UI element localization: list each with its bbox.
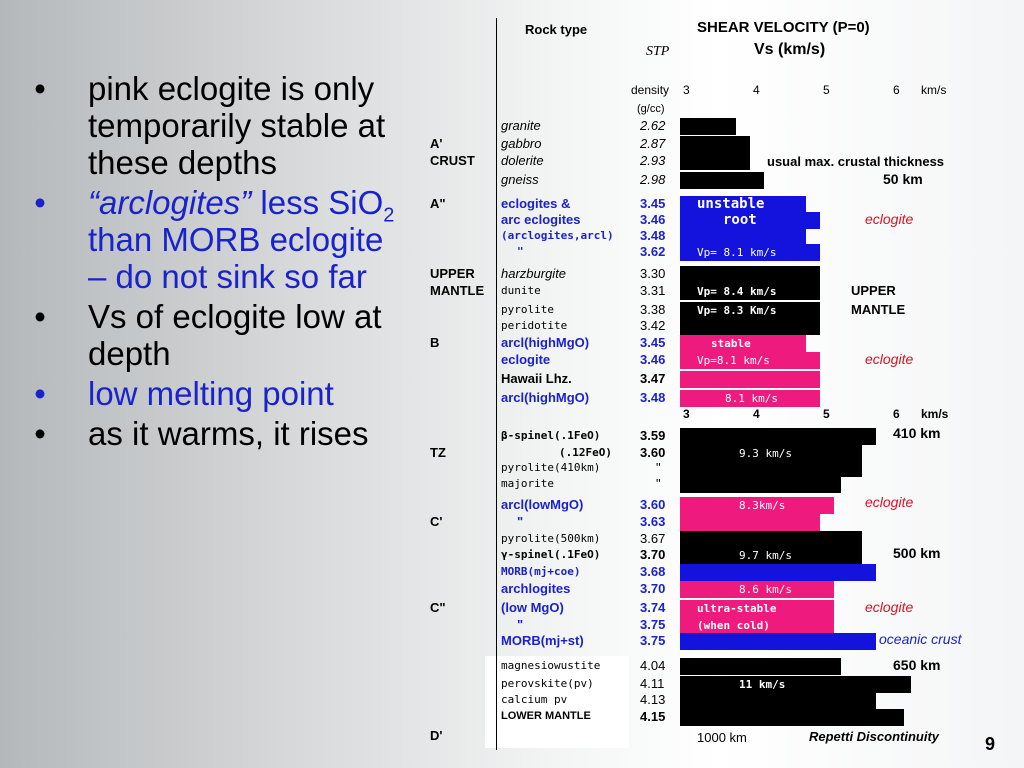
vs-bar [680,428,876,445]
bar-label: Vp= 8.4 km/s [697,285,777,298]
depth-650km: 650 km [893,657,941,673]
bar-label: unstable [697,196,765,212]
density-value: 3.30 [640,266,666,281]
density-value: 3.68 [640,564,666,579]
density-value: 3.63 [640,514,666,529]
rock-name: peridotite [501,319,568,332]
rock-name: γ-spinel(.1FeO) [501,548,601,561]
density-value: 4.04 [640,658,666,673]
rock-name: MORB(mj+st) [501,633,584,648]
density-value: 3.48 [640,390,666,405]
density-value: " [656,476,661,491]
bullet-4: • low melting point [34,375,334,412]
arclogites-quote: “arclogites” [88,184,252,221]
density-value: 3.62 [640,244,666,259]
row-group-label: A" [430,196,446,211]
axis-unit: km/s [921,83,947,97]
density-value: 4.13 [640,692,666,707]
row-group-label: UPPER [430,266,475,281]
stp-label: STP [646,44,670,59]
vs-bar [680,371,820,388]
rock-name: " [517,245,524,258]
rock-type-header: Rock type [525,22,588,37]
vs-bar [680,318,820,335]
vs-bar [680,153,750,170]
vs-bar [680,266,820,283]
density-value: 3.47 [640,371,666,386]
rock-name: eclogites & [501,196,571,211]
eclogite-note-2: eclogite [865,351,914,367]
tick-label-5: 5 [823,83,830,97]
rock-name: MORB(mj+coe) [501,565,581,578]
vs-bar [680,228,806,245]
rock-name: harzburgite [501,266,567,281]
rock-name: dolerite [501,153,544,168]
density-value: 2.93 [640,153,666,168]
bullet-5: • as it warms, it rises [34,415,369,452]
depth-500km: 500 km [893,545,941,561]
tick-label-4: 4 [753,83,760,97]
row-group-label: CRUST [430,153,475,168]
rock-name: calcium pv [501,693,568,706]
chart-subtitle: Vs (km/s) [754,41,826,58]
density-value: 3.46 [640,352,666,367]
bar-label: Vp=8.1 km/s [697,354,770,367]
rock-name: gneiss [501,172,539,187]
density-value: 3.45 [640,335,666,350]
rock-name: arc eclogites [501,212,581,227]
bar-label: Vp= 8.3 Km/s [697,304,777,317]
depth-50km: 50 km [883,171,923,187]
bar-label: ultra-stable [697,602,777,615]
density-value: 3.59 [640,428,666,443]
vs-bar [680,172,764,189]
bar-label: 8.1 km/s [725,392,778,405]
row-group-label: C" [430,600,446,615]
tick-label-3: 3 [683,83,690,97]
tick-label-6: 6 [893,83,900,97]
vs-bar [680,118,736,135]
rock-name: arcl(lowMgO) [501,497,584,512]
rock-name: " [517,514,524,529]
density-value: 2.98 [640,172,666,187]
rock-name: gabbro [501,136,542,151]
row-group-label: A' [430,136,443,151]
rock-name: (low MgO) [501,600,564,615]
vs-bar [680,676,911,693]
row-group-label: B [430,335,440,350]
rock-name: perovskite(pv) [501,677,594,690]
rock-name: Hawaii Lhz. [501,371,572,386]
bar-label: root [723,212,757,228]
bar-label: 8.6 km/s [739,583,792,596]
density-value: 3.48 [640,228,666,243]
rock-name: archlogites [501,581,571,596]
rock-name: β-spinel(.1FeO) [501,429,601,442]
density-value: 3.31 [640,283,666,298]
bar-label: 8.3km/s [739,499,786,512]
depth-410km: 410 km [893,425,941,441]
mid-tick-label-4: 4 [753,407,760,421]
rock-name: arcl(highMgO) [501,390,590,405]
chart-title: SHEAR VELOCITY (P=0) [697,19,870,36]
density-value: 4.15 [640,709,666,724]
vs-bar [680,531,862,548]
rock-name: eclogite [501,352,551,367]
upper-mantle-note-mantle: MANTLE [851,302,906,317]
mid-tick-label-3: 3 [683,407,690,421]
vs-bar [680,136,750,153]
vs-bar [680,564,876,581]
upper-mantle-note-upper: UPPER [851,283,896,298]
rock-name: pyrolite [501,303,554,316]
density-value: 3.74 [640,600,666,615]
repetti-discontinuity: Repetti Discontinuity [809,729,940,744]
bullet-1: • pink eclogite is only temporarily stable at these depths [34,70,386,181]
mid-tick-label-6: 6 [893,407,900,421]
bar-label: 9.3 km/s [739,447,792,460]
vs-bar [680,658,841,675]
vs-bar [680,476,841,493]
row-group-label: MANTLE [430,283,485,298]
vs-bar [680,692,876,709]
bullet-3: • Vs of eclogite low at depth [34,298,382,372]
density-value: 3.38 [640,302,666,317]
bar-label: 9.7 km/s [739,549,792,562]
rock-name: pyrolite(500km) [501,532,601,545]
row-group-label: TZ [430,445,446,460]
density-value: 3.70 [640,581,666,596]
bar-label: (when cold) [697,619,770,632]
mid-tick-label-5: 5 [823,407,830,421]
eclogite-note-3: eclogite [865,494,914,510]
row-group-label: D' [430,728,443,743]
density-header: density [631,83,670,97]
rock-name: granite [501,118,541,133]
density-value: 3.67 [640,531,666,546]
rock-name: " [517,617,524,632]
rock-name: majorite [501,477,554,490]
eclogite-note-1: eclogite [865,211,914,227]
rock-name: (.12FeO) [559,446,612,459]
density-value: 3.60 [640,445,666,460]
table-divider [496,18,497,750]
density-value: 3.42 [640,318,666,333]
bullet-list [30,70,410,455]
bullet-2: • “arclogites” less SiO$_2$ than MORB eclogite – do not sink so far [34,184,395,295]
density-value: 3.75 [640,617,666,632]
row-group-label: C' [430,514,443,529]
rock-name: magnesiowustite [501,659,601,672]
oceanic-crust-note: oceanic crust [879,631,962,647]
bar-label: Vp= 8.1 km/s [697,246,777,259]
eclogite-note-4: eclogite [865,599,914,615]
rock-name: LOWER MANTLE [501,710,591,722]
density-value: 3.75 [640,633,666,648]
depth-1000km: 1000 km [697,730,747,745]
density-value: 3.45 [640,196,666,211]
density-value: 3.70 [640,547,666,562]
density-unit: (g/cc) [637,103,665,115]
density-value: 4.11 [640,676,665,691]
density-value: 2.87 [640,136,666,151]
vs-bar [680,709,904,726]
page-number: 9 [985,734,996,754]
crustal-thickness-note: usual max. crustal thickness [767,154,945,169]
density-value: 3.46 [640,212,666,227]
vs-bar [680,460,862,477]
bar-label: 11 km/s [739,678,786,691]
density-value: 2.62 [640,118,666,133]
bar-label: stable [711,337,751,350]
rock-name: dunite [501,284,541,297]
rock-name: (arclogites,arcl) [501,229,614,242]
mid-axis-unit: km/s [921,407,949,421]
density-value: " [656,460,661,475]
vs-bar [680,633,876,650]
rock-name: pyrolite(410km) [501,461,601,474]
rock-name: arcl(highMgO) [501,335,590,350]
vs-bar [680,514,820,531]
density-value: 3.60 [640,497,666,512]
